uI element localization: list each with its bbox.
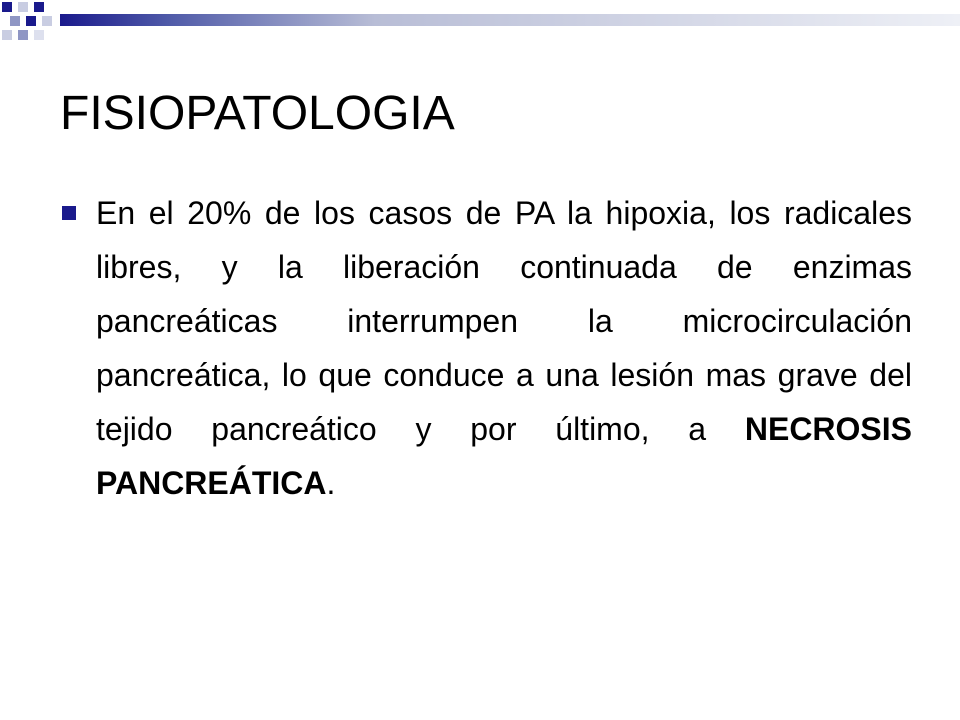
corner-square (42, 16, 52, 26)
bullet-end: . (326, 465, 336, 501)
slide-title: FISIOPATOLOGIA (60, 87, 455, 140)
corner-square (34, 30, 44, 40)
corner-square (18, 2, 28, 12)
square-bullet-icon (62, 206, 76, 220)
corner-square (34, 2, 44, 12)
corner-square (26, 16, 36, 26)
bullet-emphasis: NECROSIS PANCREÁTICA (96, 411, 912, 501)
bullet-item (62, 186, 912, 510)
header-band (0, 0, 960, 48)
header-band-bar (60, 14, 960, 26)
bullet-list (62, 186, 912, 510)
bullet-text: En el 20% de los casos de PA la hipoxia, los radicales libres, y la liberación continuada de enzimas pancreáticas interrumpen la microcirculación pancreática, lo que conduce a una lesión mas grave del tejido pancreático y por último, a (96, 195, 912, 447)
corner-square (10, 16, 20, 26)
corner-square (2, 30, 12, 40)
corner-square (2, 2, 12, 12)
corner-square (18, 30, 28, 40)
